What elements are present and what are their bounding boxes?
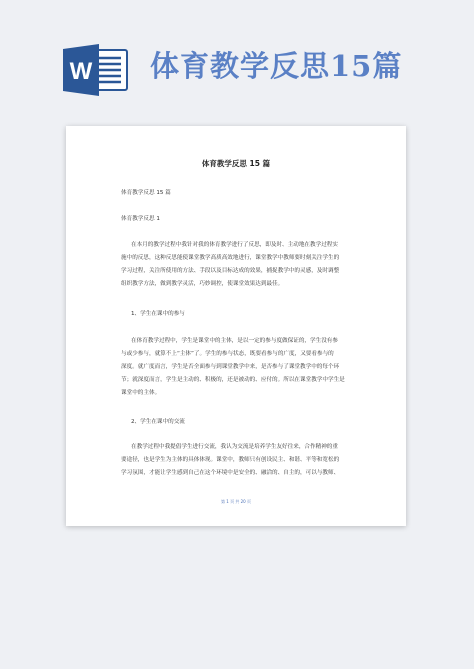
paragraph-line: 在体育教学过程中，学生是课堂中的主体，是以一定的参与度做保证的，学生没有参 <box>131 338 338 344</box>
paragraph-line: 学习过程，关注所使用的方法、手段以及目标达成的效果，捕捉教学中的灵感，及时调整 <box>121 268 340 274</box>
paragraph-line: 学习氛围，才能让学生感到自己在这个环境中是安全的、融洽的、自主的，可以与教师、 <box>121 470 340 476</box>
document-page <box>66 126 406 526</box>
document-heading: 体育教学反思15篇 <box>150 49 403 83</box>
paragraph-line: 节；就深度而言，学生是主动的、积极的，还是被动的、应付的。所以在课堂教学中学生是 <box>121 377 345 383</box>
paragraph-line: 组织教学方法，做到教学灵活，巧妙调控，使课堂效果达到最佳。 <box>121 281 284 287</box>
section-heading: 1、学生在课中的参与 <box>131 311 185 317</box>
paragraph-line: 深度。就广度而言，学生是否全面参与到课堂教学中来，是否参与了课堂教学中的每个环 <box>121 364 340 370</box>
page-indicator: 第 1 页 共 20 页 <box>221 499 251 504</box>
paragraph-line: 课堂中的主体。 <box>121 390 161 396</box>
paper-title: 体育教学反思 15 篇 <box>201 159 271 168</box>
paragraph-line: 体育教学反思 1 <box>121 216 160 222</box>
paragraph-line: 施中的反思，这种反思能使课堂教学高质高效地进行，课堂教学中教师要时刻关注学生的 <box>121 255 340 261</box>
page-header <box>0 0 474 125</box>
word-icon-letter: W <box>69 58 93 85</box>
paragraph-line: 在本月的教学过程中我针对我的体育教学进行了反思，即及时、主动地在教学过程实 <box>131 242 338 248</box>
section-heading: 2、学生在课中的交流 <box>131 419 185 425</box>
word-document-icon <box>63 44 129 96</box>
paragraph-line: 要途径，也是学生为主体的具体体现。课堂中，教师只有创设民主、和谐、平等和宽松的 <box>121 457 340 463</box>
paragraph-line: 在教学过程中我提倡学生进行交流，我认为交流是培养学生友好往来，合作精神的重 <box>131 444 338 450</box>
paragraph-line: 与或少参与，就算不上“主体”了。学生的参与状态，既要看参与的广度，又要看参与的 <box>121 351 334 357</box>
paragraph-line: 体育教学反思 15 篇 <box>121 190 171 196</box>
